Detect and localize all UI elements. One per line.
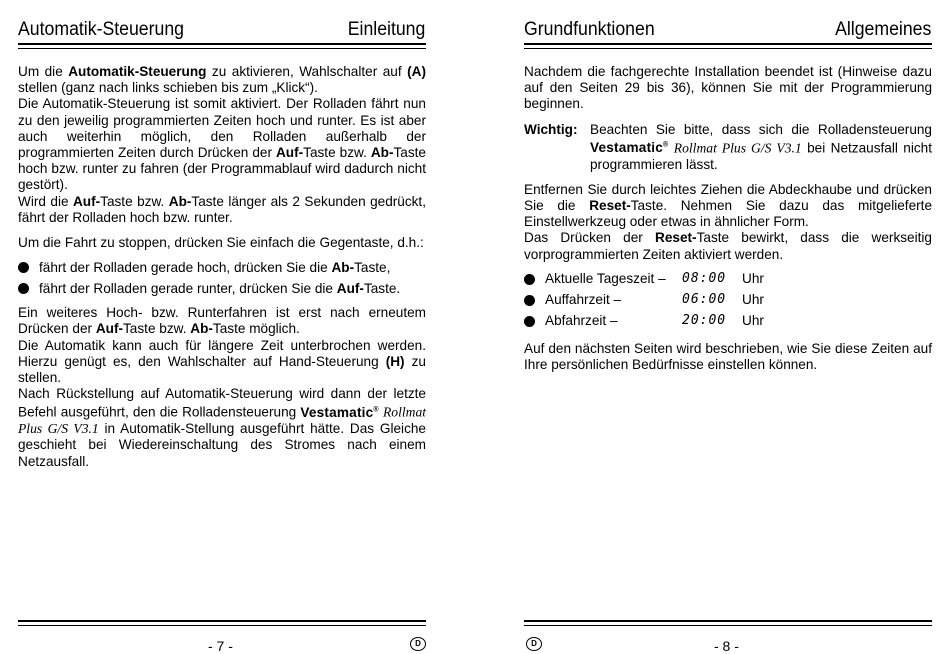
note-text: Beachten Sie bitte, dass sich die Rolladensteuerung Vestamatic® Rollmat Plus G/S V3.1 bei Netzausfall nicht programmieren lässt. [590,121,932,172]
header-rule-thin [524,48,932,49]
footer-rule-thin [524,625,932,626]
paragraph: Nachdem die fachgerechte Installation beendet ist (Hinweise dazu auf den Seiten 29 bis 36), können Sie mit der Programmierung beginnen. [524,64,932,112]
time-label: Auffahrzeit – [545,292,622,308]
default-times-list [524,269,932,332]
lcd-time-value: 20:00 [682,313,727,329]
bullet-icon [524,274,535,285]
brand-name: Vestamatic® [590,140,669,156]
list-item [18,257,426,278]
footer-rule [524,620,932,622]
language-d-icon: D [410,637,426,651]
list-item-text: fährt der Rolladen gerade runter, drücken Sie die Auf-Taste. [39,280,401,296]
header-chapter-title: Allgemeines [835,19,932,40]
page-left [18,0,426,653]
paragraph: Um die Automatik-Steuerung zu aktivieren, Wahlschalter auf (A) stellen (ganz nach links schieben bis zum „Klick“). [18,64,426,96]
page-number: - 7 - [208,638,233,654]
footer-rule-thin [18,625,426,626]
paragraph: Ein weiteres Hoch- bzw. Runterfahren ist erst nach erneutem Drücken der Auf-Taste bzw. Ab-Taste möglich. [18,305,426,337]
list-item [18,278,426,299]
paragraph: Auf den nächsten Seiten wird beschrieben, wie Sie diese Zeiten auf Ihre persönlichen Bedürfnisse einstellen können. [524,340,932,372]
paragraph: Die Automatik kann auch für längere Zeit unterbrochen werden. Hierzu genügt es, den Wahlschalter auf Hand-Steuerung (H) zu stellen. [18,337,426,386]
bullet-icon [524,316,535,327]
language-d-icon: D [526,637,542,651]
page-body [18,64,426,470]
paragraph: Das Drücken der Reset-Taste bewirkt, dass die werkseitig vorprogrammierten Zeiten aktiviert werden. [524,230,932,262]
header-rule-thin [18,48,426,49]
header-chapter-title: Einleitung [347,19,426,40]
time-label: Abfahrzeit – [545,313,618,329]
bullet-icon [18,262,29,273]
footer-rule [18,620,426,622]
bullet-icon [524,295,535,306]
header-section-title: Automatik-Steuerung [18,19,185,40]
page-number: - 8 - [714,638,739,654]
time-unit: Uhr [742,292,764,308]
time-row [524,311,932,332]
paragraph: Die Automatik-Steuerung ist somit aktiviert. Der Rolladen fährt nun zu den jeweilig programmierten Zeiten hoch und runter. Es ist aber auch weiterhin möglich, den Rolladen außerhalb der programmierten Zeiten durch Drücken der Auf-Taste bzw. Ab-Taste hoch bzw. runter zu fahren (der Programmablauf wird dadurch nicht gestört). [18,96,426,193]
paragraph: Wird die Auf-Taste bzw. Ab-Taste länger als 2 Sekunden gedrückt, fährt der Rolladen hoch bzw. runter. [18,193,426,225]
paragraph: Entfernen Sie durch leichtes Ziehen die Abdeckhaube und drücken Sie die Reset-Taste. Nehmen Sie dazu das mitgelieferte Einstellwerkzeug oder etwas in ähnlicher Form. [524,181,933,230]
brand-name: Vestamatic® [300,404,379,420]
paragraph: Nach Rückstellung auf Automatik-Steuerung wird dann der letzte Befehl ausgeführt, den die Rolladensteuerung Vestamatic® Rollmat Plus G/S V3.1 in Automatik-Stellung ausgeführt hätte. Das Gleiche geschieht bei Wiedereinschaltung des Stromes nach einem Netzausfall. [18,386,427,469]
header-rule [524,43,932,45]
product-model: Rollmat Plus G/S V3.1 [18,404,427,437]
lcd-time-value: 06:00 [682,292,727,308]
page-header [524,17,931,41]
page-right [524,0,932,653]
header-rule [18,43,426,45]
time-row [524,269,932,290]
note-label: Wichtig: [524,121,578,137]
header-section-title: Grundfunktionen [524,19,655,40]
time-label: Aktuelle Tageszeit – [545,271,666,287]
bullet-icon [18,283,29,294]
page-body [524,64,932,373]
lcd-time-value: 08:00 [682,271,727,287]
product-model: Rollmat Plus G/S V3.1 [673,140,802,156]
page-header [18,17,425,41]
paragraph: Um die Fahrt zu stoppen, drücken Sie einfach die Gegentaste, d.h.: [18,235,424,251]
time-unit: Uhr [742,271,764,287]
important-note [524,122,932,173]
time-row [524,290,932,311]
time-unit: Uhr [742,313,764,329]
list-item-text: fährt der Rolladen gerade hoch, drücken Sie die Ab-Taste, [39,259,391,275]
